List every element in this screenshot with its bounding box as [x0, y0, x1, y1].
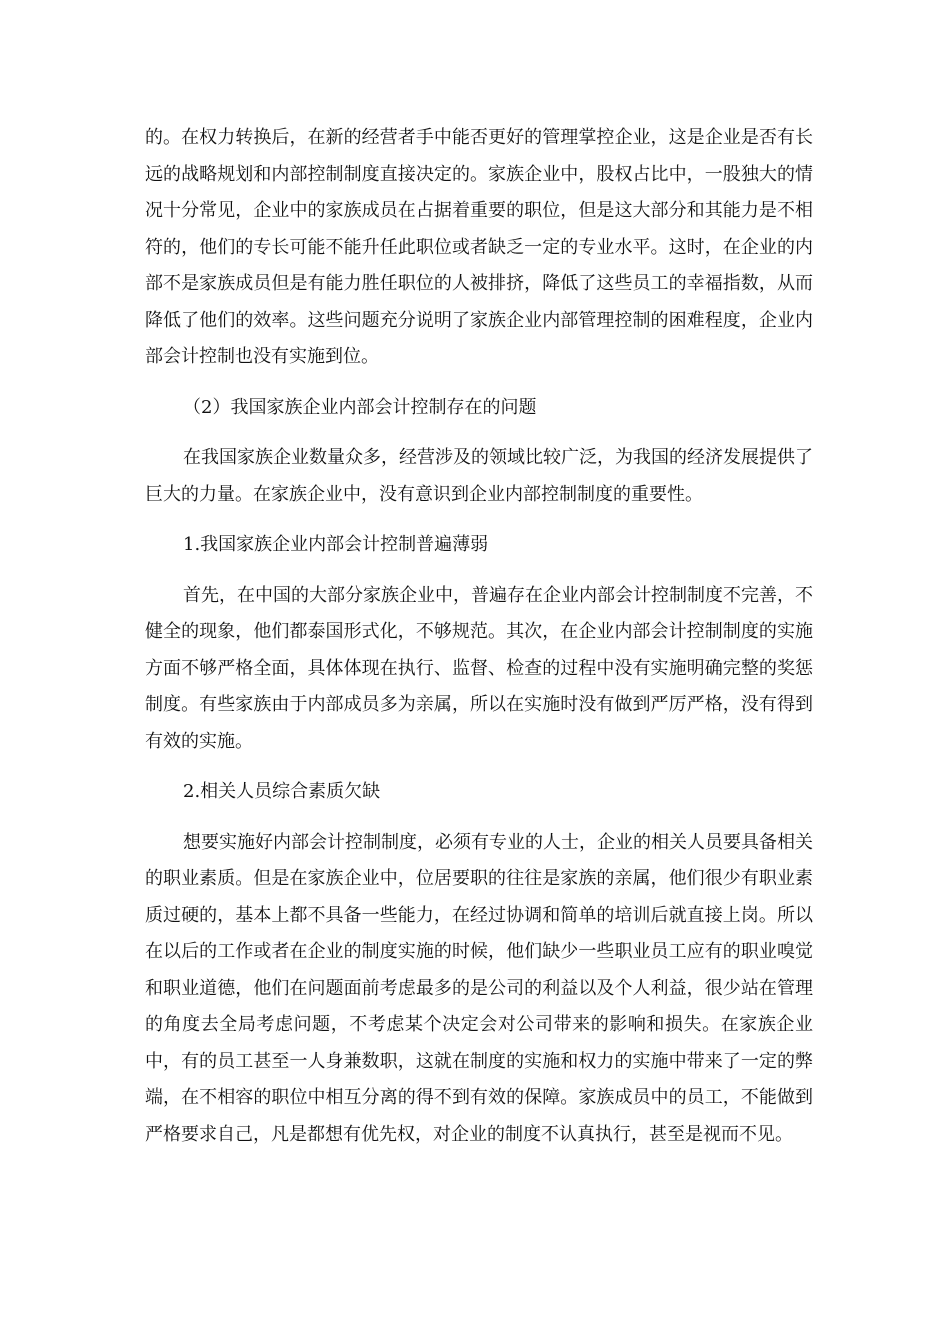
paragraph-intro: 在我国家族企业数量众多，经营涉及的领域比较广泛，为我国的经济发展提供了巨大的力量。在家族企业中，没有意识到企业内部控制制度的重要性。	[145, 447, 813, 505]
document-body	[145, 120, 813, 1153]
paragraph-weak-control: 首先，在中国的大部分家族企业中，普遍存在企业内部会计控制制度不完善，不健全的现象，他们都泰国形式化，不够规范。其次，在企业内部会计控制制度的实施方面不够严格全面，具体体现在执行、监督、检查的过程中没有实施明确完整的奖惩制度。有些家族由于内部成员多为亲属，所以在实施时没有做到严厉严格，没有得到有效的实施。	[145, 584, 813, 752]
section-heading-family-enterprise-problems: （2）我国家族企业内部会计控制存在的问题	[183, 396, 537, 418]
subheading-weak-control: 1.我国家族企业内部会计控制普遍薄弱	[183, 534, 489, 555]
subheading-staff-quality: 2.相关人员综合素质欠缺	[183, 781, 381, 802]
paragraph-staff-quality: 想要实施好内部会计控制制度，必须有专业的人士，企业的相关人员要具备相关的职业素质。但是在家族企业中，位居要职的往往是家族的亲属，他们很少有职业素质过硬的，基本上都不具备一些能力，在经过协调和简单的培训后就直接上岗。所以在以后的工作或者在企业的制度实施的时候，他们缺少一些职业员工应有的职业嗅觉和职业道德，他们在问题面前考虑最多的是公司的利益以及个人利益，很少站在管理的角度去全局考虑问题，不考虑某个决定会对公司带来的影响和损失。在家族企业中，有的员工甚至一人身兼数职，这就在制度的实施和权力的实施中带来了一定的弊端，在不相容的职位中相互分离的得不到有效的保障。家族成员中的员工，不能做到严格要求自己，凡是都想有优先权，对企业的制度不认真执行，甚至是视而不见。	[145, 831, 813, 1145]
paragraph-continuation: 的。在权力转换后，在新的经营者手中能否更好的管理掌控企业，这是企业是否有长远的战略规划和内部控制制度直接决定的。家族企业中，股权占比中，一股独大的情况十分常见，企业中的家族成员在占据着重要的职位，但是这大部分和其能力是不相符的，他们的专长可能不能升任此职位或者缺乏一定的专业水平。这时，在企业的内部不是家族成员但是有能力胜任职位的人被排挤，降低了这些员工的幸福指数，从而降低了他们的效率。这些问题充分说明了家族企业内部管理控制的困难程度，企业内部会计控制也没有实施到位。	[145, 127, 813, 367]
